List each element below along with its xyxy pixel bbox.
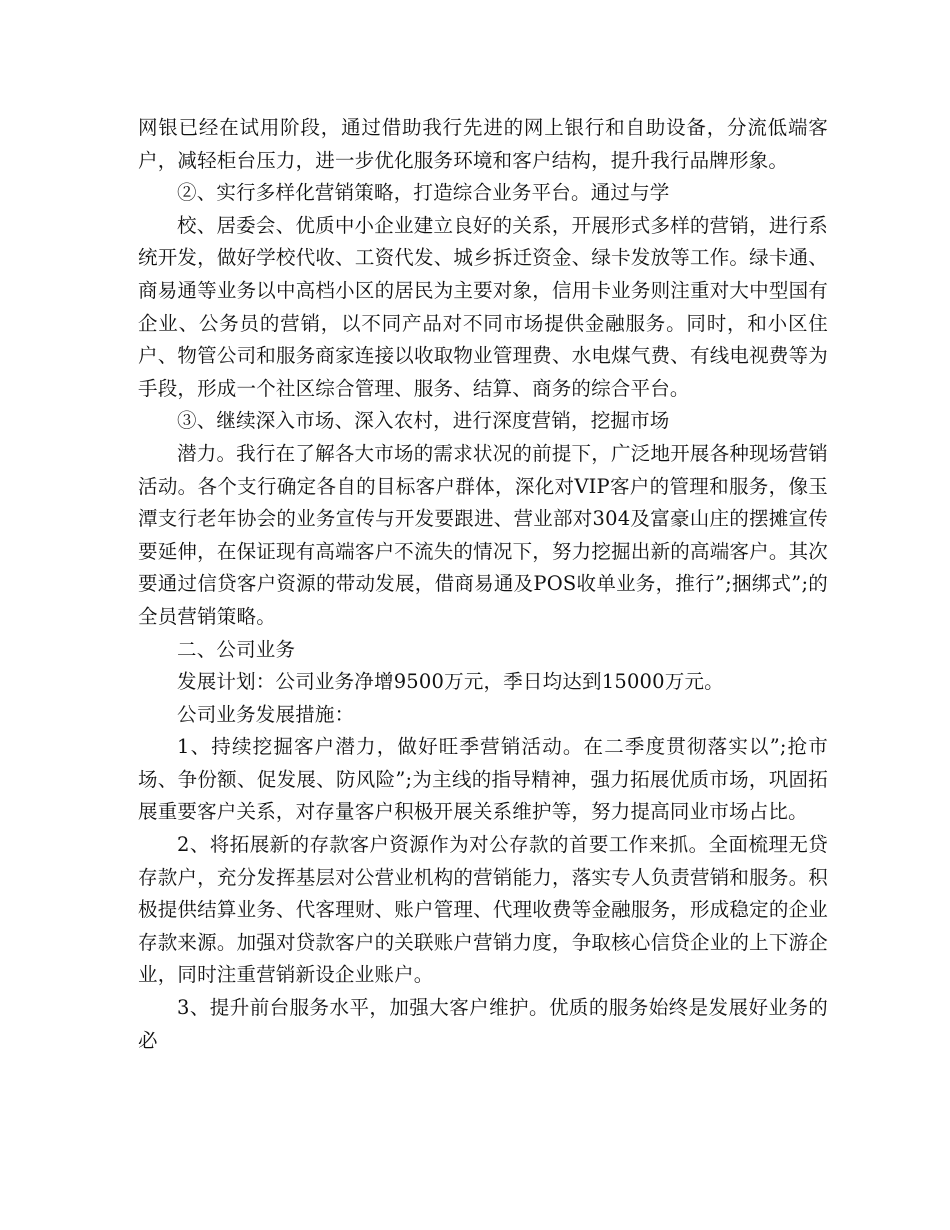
paragraph-development-plan: 发展计划：公司业务净增9500万元，季日均达到15000万元。 [177, 670, 724, 694]
paragraph-5: 潜力。我行在了解各大市场的需求状况的前提下，广泛地开展各种现场营销活动。各个支行确定各自的目标客户群体，深化对VIP客户的管理和服务，像玉潭支行老年协会的业务宣传与开发要跟进、营业部对304及富豪山庄的摆摊宣传要延伸，在保证现有高端客户不流失的情况下，努力挖掘出新的高端客户。其次要通过信贷客户资源的带动发展，借商易通及POS收单业务，推行”;捆绑式”;的全员营销策略。 [138, 441, 828, 628]
paragraph-measures-heading: 公司业务发展措施： [177, 702, 355, 726]
paragraph-2: ②、实行多样化营销策略，打造综合业务平台。通过与学 [177, 181, 670, 205]
paragraph-4: ③、继续深入市场、深入农村，进行深度营销，挖掘市场 [177, 409, 670, 433]
paragraph-measure-2: 2、将拓展新的存款客户资源作为对公存款的首要工作来抓。全面梳理无贷存款户，充分发挥基层对公营业机构的营销能力，落实专人负责营销和服务。积极提供结算业务、代客理财、账户管理、代理收费等金融服务，形成稳定的企业存款来源。加强对贷款客户的关联账户营销力度，争取核心信贷企业的上下游企业，同时注重营销新设企业账户。 [138, 833, 828, 987]
paragraph-measure-1: 1、持续挖掘客户潜力，做好旺季营销活动。在二季度贯彻落实以”;抢市场、争份额、促发展、防风险”;为主线的指导精神，强力拓展优质市场，巩固拓展重要客户关系，对存量客户积极开展关系维护等，努力提高同业市场占比。 [138, 735, 828, 824]
paragraph-measure-3: 3、提升前台服务水平，加强大客户维护。优质的服务始终是发展好业务的必 [138, 996, 828, 1052]
paragraph-1: 网银已经在试用阶段，通过借助我行先进的网上银行和自助设备，分流低端客户，减轻柜台压力，进一步优化服务环境和客户结构，提升我行品牌形象。 [138, 116, 828, 172]
paragraph-3: 校、居委会、优质中小企业建立良好的关系，开展形式多样的营销，进行系统开发，做好学校代收、工资代发、城乡拆迁资金、绿卡发放等工作。绿卡通、商易通等业务以中高档小区的居民为主要对象，信用卡业务则注重对大中型国有企业、公务员的营销，以不同产品对不同市场提供金融服务。同时，和小区住户、物管公司和服务商家连接以收取物业管理费、水电煤气费、有线电视费等为手段，形成一个社区综合管理、服务、结算、商务的综合平台。 [138, 213, 828, 400]
section-heading-company-business: 二、公司业务 [177, 637, 296, 661]
document-body [138, 112, 828, 1057]
